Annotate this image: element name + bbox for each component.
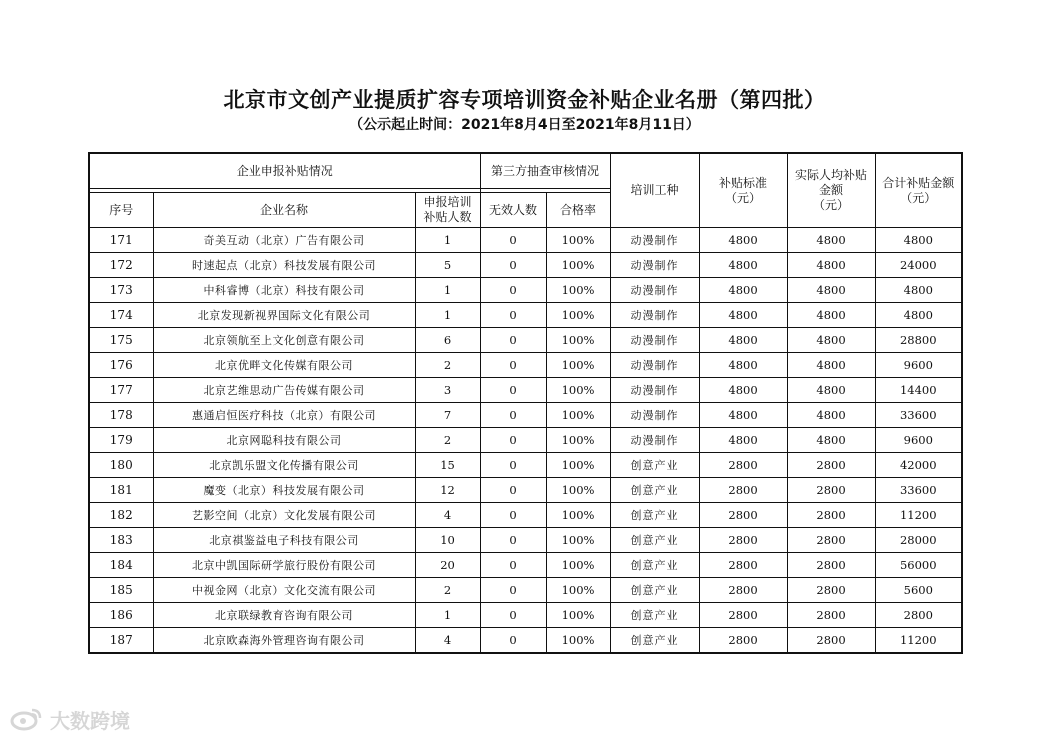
row-standard: 4800 [699,328,787,353]
row-trade: 动漫制作 [610,228,699,253]
row-total: 9600 [875,428,962,453]
header-audit-group: 第三方抽查审核情况 [480,153,610,189]
row-per-person: 2800 [787,503,875,528]
table-row [89,478,962,503]
row-standard: 4800 [699,278,787,303]
row-per-person: 2800 [787,603,875,628]
row-applied-count: 1 [415,228,480,253]
row-total: 11200 [875,628,962,654]
row-seq: 182 [89,503,153,528]
row-seq: 179 [89,428,153,453]
row-per-person: 4800 [787,353,875,378]
row-applied-count: 2 [415,428,480,453]
row-applied-count: 4 [415,503,480,528]
row-seq: 172 [89,253,153,278]
row-pass-rate: 100% [546,578,610,603]
row-invalid-count: 0 [480,428,546,453]
weibo-like-logo-icon [10,706,44,732]
row-total: 4800 [875,228,962,253]
row-trade: 动漫制作 [610,378,699,403]
row-company-name: 北京优畔文化传媒有限公司 [153,353,415,378]
row-pass-rate: 100% [546,353,610,378]
row-company-name: 北京发现新视界国际文化有限公司 [153,303,415,328]
row-standard: 4800 [699,253,787,278]
row-pass-rate: 100% [546,603,610,628]
row-seq: 180 [89,453,153,478]
row-trade: 动漫制作 [610,253,699,278]
row-seq: 185 [89,578,153,603]
row-trade: 创意产业 [610,503,699,528]
watermark-text: 大数跨境 [50,708,130,733]
row-invalid-count: 0 [480,528,546,553]
row-standard: 4800 [699,228,787,253]
row-applied-count: 4 [415,628,480,654]
row-standard: 4800 [699,428,787,453]
row-seq: 174 [89,303,153,328]
row-company-name: 艺影空间（北京）文化发展有限公司 [153,503,415,528]
row-trade: 创意产业 [610,628,699,654]
row-trade: 创意产业 [610,478,699,503]
row-per-person: 4800 [787,328,875,353]
row-per-person: 2800 [787,528,875,553]
table-row [89,228,962,253]
row-trade: 动漫制作 [610,278,699,303]
row-invalid-count: 0 [480,553,546,578]
row-pass-rate: 100% [546,328,610,353]
table-row [89,603,962,628]
row-trade: 创意产业 [610,578,699,603]
table-body [89,228,962,654]
row-invalid-count: 0 [480,328,546,353]
row-invalid-count: 0 [480,628,546,654]
row-seq: 187 [89,628,153,654]
row-company-name: 奇美互动（北京）广告有限公司 [153,228,415,253]
row-standard: 2800 [699,628,787,654]
header-seq: 序号 [89,193,153,228]
row-invalid-count: 0 [480,228,546,253]
row-invalid-count: 0 [480,303,546,328]
row-per-person: 4800 [787,428,875,453]
row-seq: 186 [89,603,153,628]
row-pass-rate: 100% [546,503,610,528]
row-total: 42000 [875,453,962,478]
row-pass-rate: 100% [546,528,610,553]
row-total: 11200 [875,503,962,528]
table-row [89,328,962,353]
row-trade: 动漫制作 [610,353,699,378]
document-subtitle: （公示起止时间：2021年8月4日至2021年8月11日） [349,117,700,133]
row-standard: 2800 [699,528,787,553]
row-applied-count: 5 [415,253,480,278]
row-seq: 181 [89,478,153,503]
table-row [89,453,962,478]
row-invalid-count: 0 [480,453,546,478]
row-total: 28800 [875,328,962,353]
row-applied-count: 6 [415,328,480,353]
row-total: 9600 [875,353,962,378]
row-per-person: 4800 [787,378,875,403]
row-company-name: 中科睿博（北京）科技有限公司 [153,278,415,303]
row-pass-rate: 100% [546,378,610,403]
document-title: 北京市文创产业提质扩容专项培训资金补贴企业名册（第四批） [223,88,826,112]
row-pass-rate: 100% [546,278,610,303]
row-trade: 创意产业 [610,553,699,578]
row-pass-rate: 100% [546,253,610,278]
row-company-name: 北京祺鉴益电子科技有限公司 [153,528,415,553]
table-row [89,253,962,278]
row-seq: 175 [89,328,153,353]
row-standard: 4800 [699,403,787,428]
row-trade: 创意产业 [610,453,699,478]
row-trade: 创意产业 [610,603,699,628]
row-company-name: 北京网聪科技有限公司 [153,428,415,453]
row-total: 33600 [875,478,962,503]
row-total: 28000 [875,528,962,553]
row-applied-count: 15 [415,453,480,478]
row-company-name: 时速起点（北京）科技发展有限公司 [153,253,415,278]
row-applied-count: 7 [415,403,480,428]
row-standard: 2800 [699,578,787,603]
row-applied-count: 1 [415,603,480,628]
row-applied-count: 10 [415,528,480,553]
row-total: 5600 [875,578,962,603]
row-seq: 171 [89,228,153,253]
row-total: 2800 [875,603,962,628]
table-row [89,528,962,553]
row-seq: 184 [89,553,153,578]
header-total: 合计补贴金额 （元） [875,153,962,228]
row-trade: 动漫制作 [610,403,699,428]
row-company-name: 北京凯乐盟文化传播有限公司 [153,453,415,478]
row-standard: 2800 [699,478,787,503]
header-count: 申报培训 补贴人数 [415,193,480,228]
row-per-person: 2800 [787,553,875,578]
row-total: 4800 [875,278,962,303]
row-applied-count: 2 [415,353,480,378]
row-pass-rate: 100% [546,303,610,328]
row-invalid-count: 0 [480,278,546,303]
row-standard: 4800 [699,378,787,403]
row-applied-count: 1 [415,303,480,328]
row-pass-rate: 100% [546,478,610,503]
table-row [89,428,962,453]
row-applied-count: 12 [415,478,480,503]
row-pass-rate: 100% [546,553,610,578]
row-per-person: 2800 [787,478,875,503]
table-row [89,378,962,403]
row-per-person: 4800 [787,253,875,278]
row-company-name: 惠通启恒医疗科技（北京）有限公司 [153,403,415,428]
row-per-person: 2800 [787,453,875,478]
row-trade: 动漫制作 [610,428,699,453]
table-row [89,353,962,378]
table-row [89,503,962,528]
row-company-name: 北京中凯国际研学旅行股份有限公司 [153,553,415,578]
row-invalid-count: 0 [480,378,546,403]
row-seq: 178 [89,403,153,428]
row-standard: 2800 [699,603,787,628]
table-row [89,553,962,578]
row-pass-rate: 100% [546,453,610,478]
row-invalid-count: 0 [480,403,546,428]
row-applied-count: 3 [415,378,480,403]
row-company-name: 中视金网（北京）文化交流有限公司 [153,578,415,603]
row-total: 24000 [875,253,962,278]
watermark [10,704,130,734]
row-trade: 创意产业 [610,528,699,553]
row-per-person: 2800 [787,578,875,603]
row-invalid-count: 0 [480,253,546,278]
table-row [89,628,962,654]
row-standard: 2800 [699,453,787,478]
row-company-name: 北京领航至上文化创意有限公司 [153,328,415,353]
header-standard: 补贴标准 （元） [699,153,787,228]
row-pass-rate: 100% [546,228,610,253]
header-trade: 培训工种 [610,153,699,228]
row-pass-rate: 100% [546,428,610,453]
header-invalid: 无效人数 [480,193,546,228]
row-applied-count: 20 [415,553,480,578]
row-invalid-count: 0 [480,578,546,603]
row-per-person: 4800 [787,228,875,253]
row-seq: 183 [89,528,153,553]
header-pass-rate: 合格率 [546,193,610,228]
row-standard: 2800 [699,503,787,528]
row-pass-rate: 100% [546,628,610,654]
row-trade: 动漫制作 [610,303,699,328]
row-total: 33600 [875,403,962,428]
row-applied-count: 2 [415,578,480,603]
row-seq: 173 [89,278,153,303]
row-standard: 4800 [699,353,787,378]
row-total: 56000 [875,553,962,578]
row-invalid-count: 0 [480,503,546,528]
table-row [89,278,962,303]
header-company-group: 企业申报补贴情况 [89,153,480,189]
row-company-name: 北京联绿教育咨询有限公司 [153,603,415,628]
subsidy-table [88,152,963,654]
header-per-person: 实际人均补贴 金额 （元） [787,153,875,228]
row-per-person: 2800 [787,628,875,654]
table-row [89,578,962,603]
row-invalid-count: 0 [480,603,546,628]
row-company-name: 魔变（北京）科技发展有限公司 [153,478,415,503]
row-total: 4800 [875,303,962,328]
row-seq: 177 [89,378,153,403]
table-row [89,403,962,428]
row-applied-count: 1 [415,278,480,303]
row-company-name: 北京欧森海外管理咨询有限公司 [153,628,415,654]
row-standard: 4800 [699,303,787,328]
row-per-person: 4800 [787,403,875,428]
row-invalid-count: 0 [480,478,546,503]
row-seq: 176 [89,353,153,378]
row-standard: 2800 [699,553,787,578]
header-name: 企业名称 [153,193,415,228]
row-per-person: 4800 [787,303,875,328]
row-per-person: 4800 [787,278,875,303]
row-company-name: 北京艺维思动广告传媒有限公司 [153,378,415,403]
row-pass-rate: 100% [546,403,610,428]
row-total: 14400 [875,378,962,403]
row-trade: 动漫制作 [610,328,699,353]
table-row [89,303,962,328]
row-invalid-count: 0 [480,353,546,378]
